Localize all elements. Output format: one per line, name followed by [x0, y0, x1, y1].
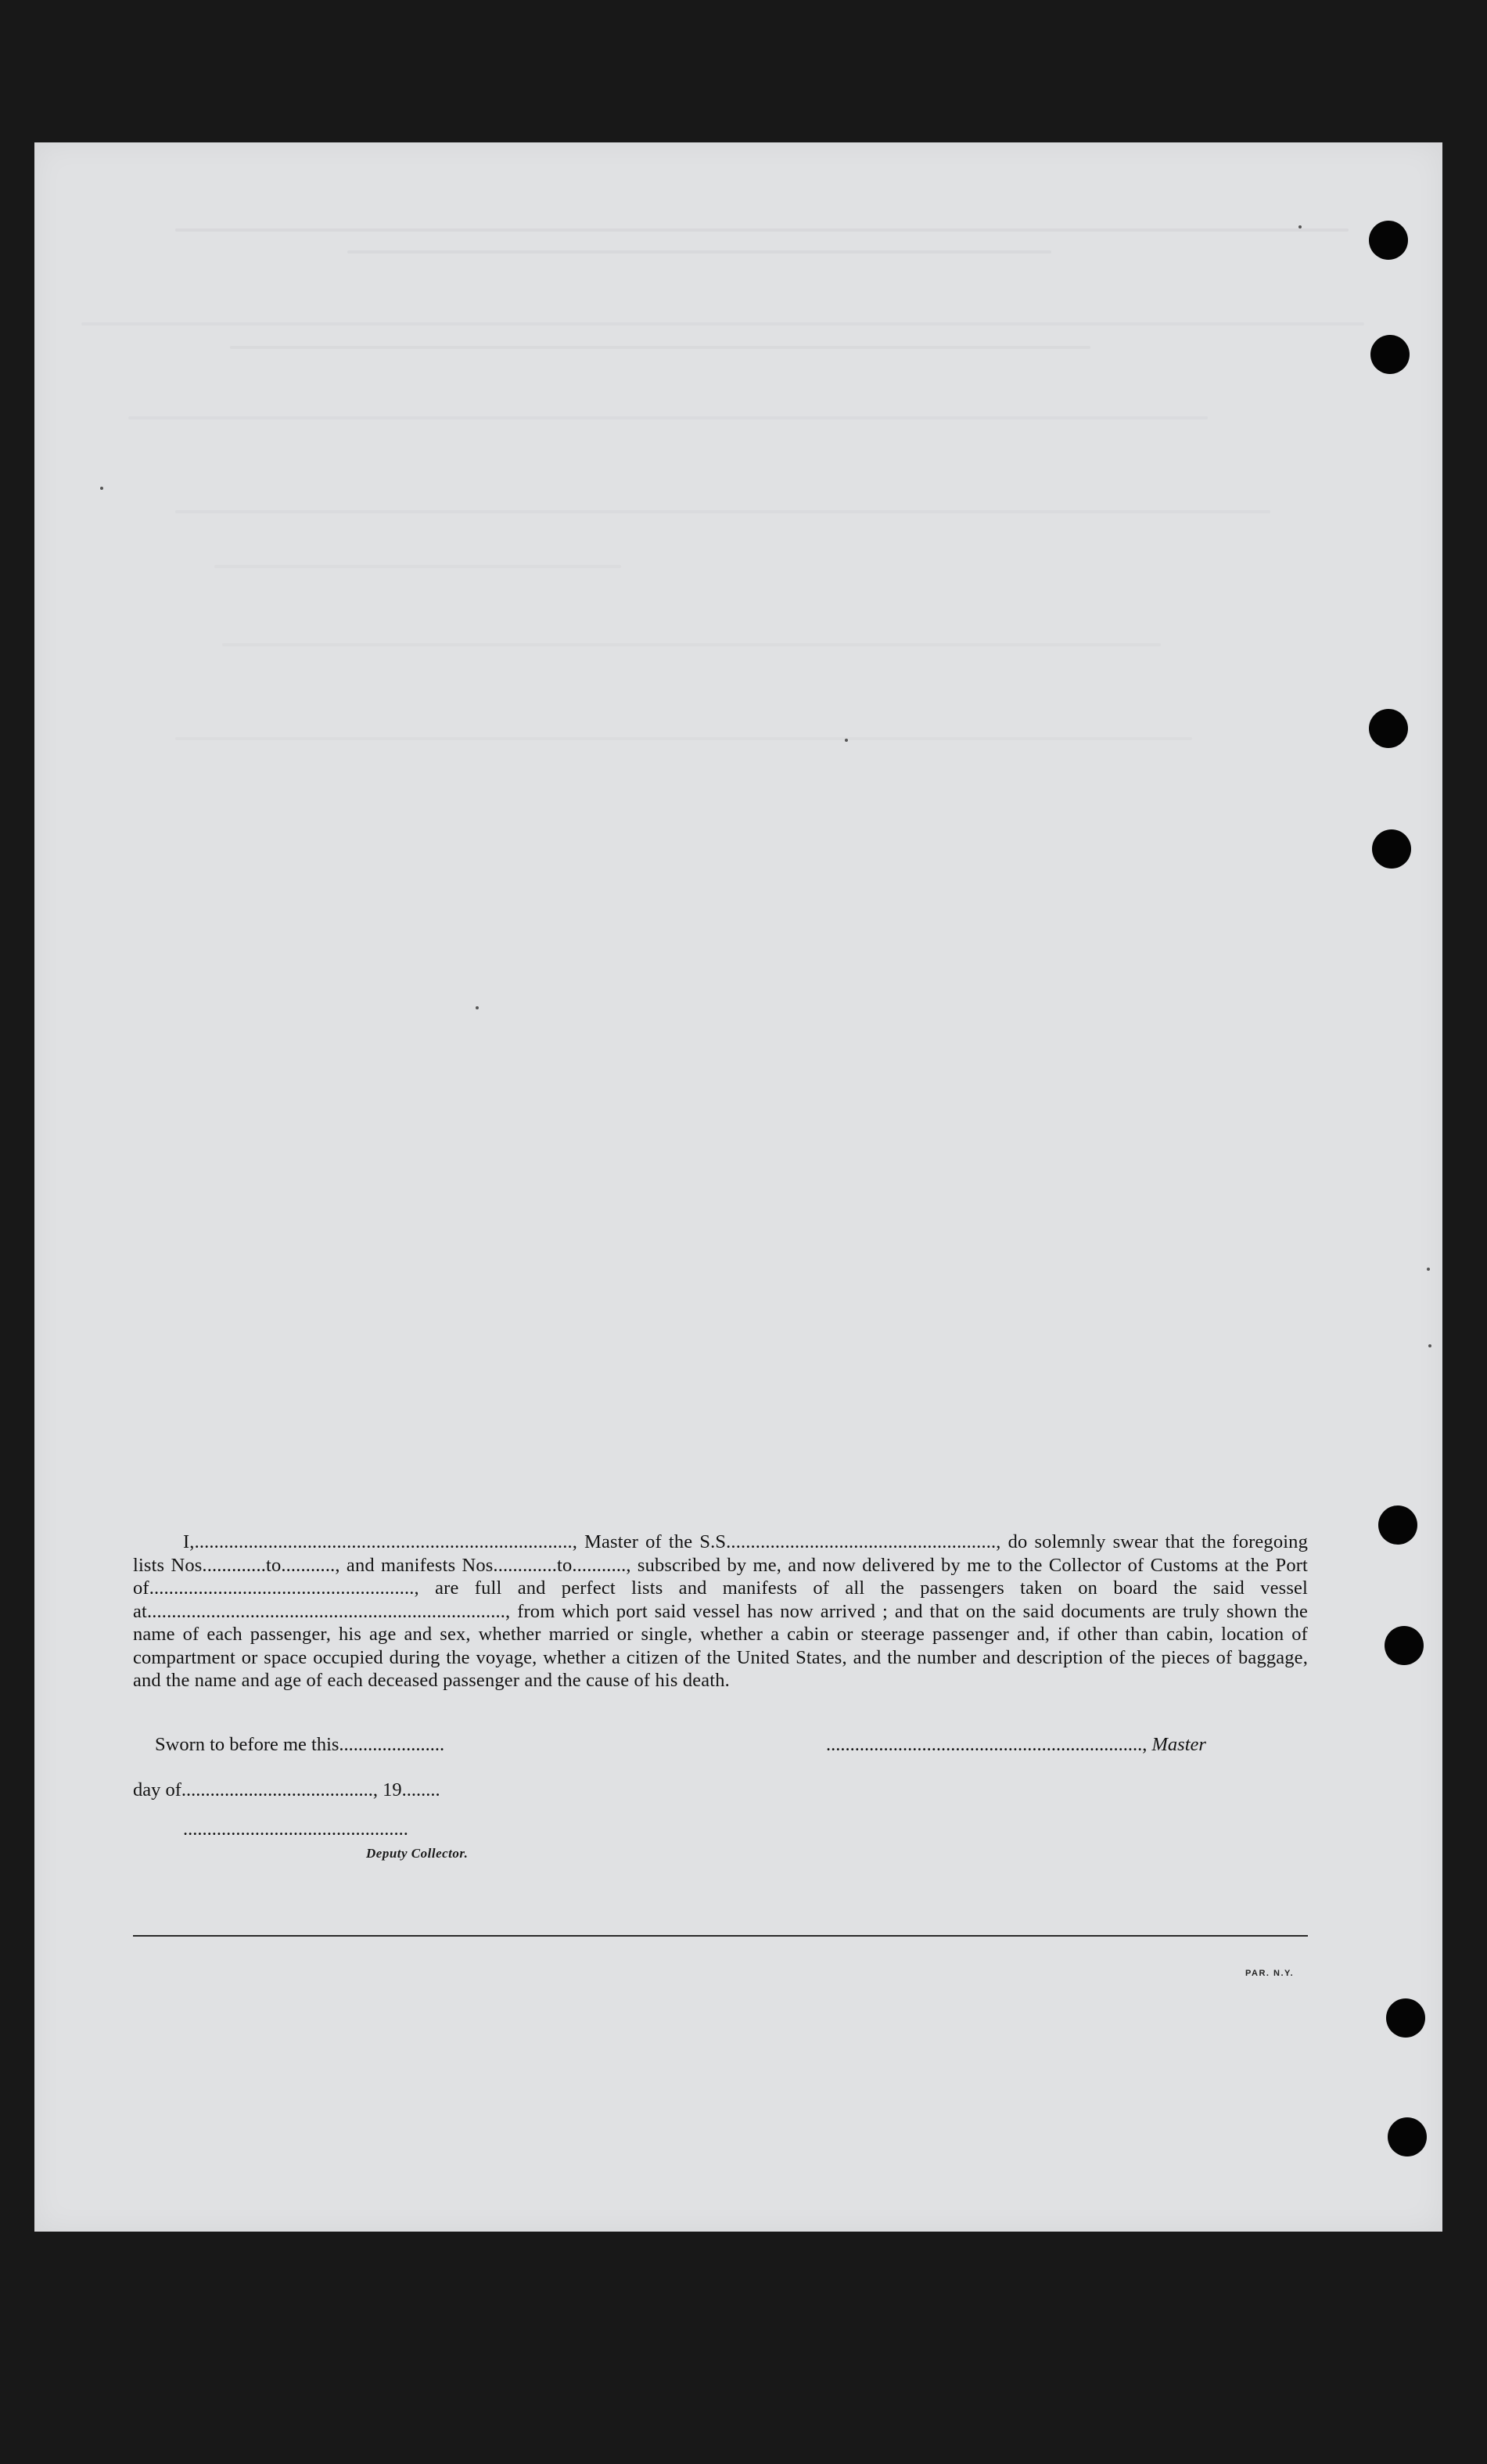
show-through-line: [230, 346, 1090, 349]
show-through-line: [222, 643, 1161, 646]
ink-speck: [1427, 1268, 1430, 1271]
ink-speck: [1298, 225, 1302, 228]
sworn-before-line: Sworn to before me this......................: [155, 1734, 445, 1755]
master-oath-paragraph: [133, 1531, 1308, 1692]
show-through-line: [175, 228, 1349, 232]
master-signature-dots: ..................................................................,: [826, 1734, 1148, 1755]
show-through-line: [347, 250, 1051, 254]
punch-hole: [1372, 829, 1411, 869]
horizontal-rule: [133, 1935, 1308, 1937]
ink-speck: [476, 1006, 479, 1009]
printer-mark: PAR. N.Y.: [1245, 1969, 1295, 1978]
deputy-collector-signature-line: ...............................................: [183, 1818, 408, 1840]
master-signature-line: [826, 1734, 1206, 1756]
show-through-line: [81, 322, 1364, 326]
show-through-line: [175, 737, 1192, 740]
ink-speck: [1428, 1344, 1431, 1347]
punch-hole: [1385, 1626, 1424, 1665]
date-line: day of........................................, 19........: [133, 1779, 440, 1800]
show-through-line: [175, 510, 1270, 513]
ink-speck: [845, 739, 848, 742]
punch-hole: [1369, 709, 1408, 748]
punch-hole: [1386, 1998, 1425, 2038]
ink-speck: [100, 487, 103, 490]
punch-hole: [1369, 221, 1408, 260]
oath-text: I,............................................................................., Master of the S.S......................................................., do solemnly swear that the foregoing lists Nos.............to..........., and manifests Nos.............to..........., subscribed by me, and now delivered by me to the Collector of Customs at the Port of......................................................, are full and perfect lists and manifests of all the passengers taken on board the said vessel at........................................................................., from which port said vessel has now arrived ; and that on the said documents are truly shown the name of each passenger, his age and sex, whether married or single, whether a cabin or steerage passenger and, if other than cabin, location of compartment or space occupied during the voyage, whether a citizen of the United States, and the number and description of the pieces of baggage, and the name and age of each deceased passenger and the cause of his death.: [133, 1531, 1308, 1691]
punch-hole: [1388, 2117, 1427, 2156]
show-through-line: [214, 565, 621, 568]
deputy-collector-label: Deputy Collector.: [366, 1846, 469, 1861]
punch-hole: [1370, 335, 1410, 374]
punch-hole: [1378, 1505, 1417, 1545]
master-label: Master: [1151, 1734, 1206, 1755]
show-through-line: [128, 416, 1208, 419]
manifest-page: [34, 142, 1442, 2232]
